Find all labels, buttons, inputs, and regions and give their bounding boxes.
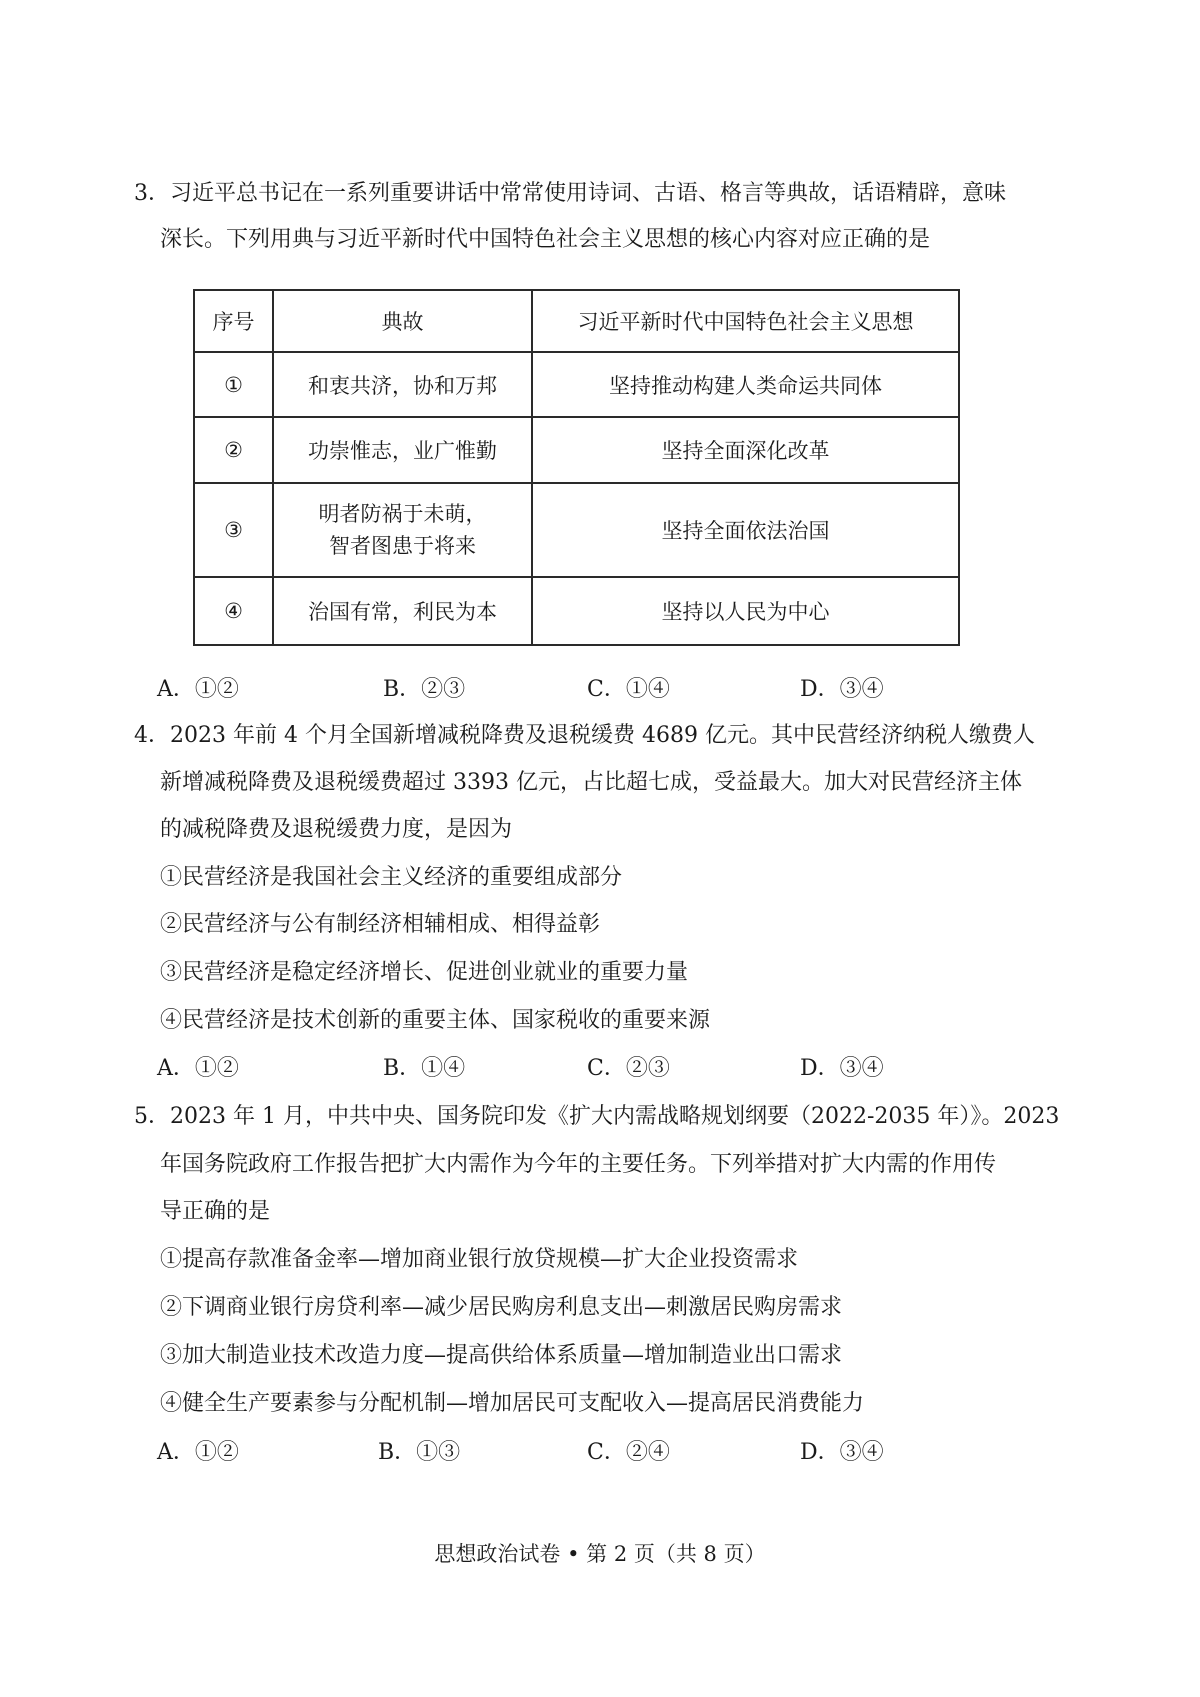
row-no: ③ [194, 483, 273, 577]
row-no: ④ [194, 577, 273, 645]
q4-option-b[interactable]: B．①④ [383, 1056, 466, 1081]
table-row [194, 577, 959, 645]
q5-option-c[interactable]: C．②④ [587, 1440, 670, 1465]
row-allusion [273, 483, 532, 577]
q3-option-b[interactable]: B．②③ [383, 677, 466, 702]
q3-stem-line2: 深长。下列用典与习近平新时代中国特色社会主义思想的核心内容对应正确的是 [160, 227, 931, 252]
table-row [194, 483, 959, 577]
row-thought: 坚持全面依法治国 [532, 483, 959, 577]
row-thought: 坚持以人民为中心 [532, 577, 959, 645]
table-header-row [194, 290, 959, 352]
q4-statement-4: ④民营经济是技术创新的重要主体、国家税收的重要来源 [160, 1008, 711, 1033]
q5-statement-4: ④健全生产要素参与分配机制—增加居民可支配收入—提高居民消费能力 [160, 1391, 865, 1416]
header-thought: 习近平新时代中国特色社会主义思想 [532, 290, 959, 352]
page-footer: 思想政治试卷 • 第 2 页（共 8 页） [434, 1542, 766, 1566]
q3-stem-line1: 3．习近平总书记在一系列重要讲话中常常使用诗词、古语、格言等典故，话语精辟，意味 [134, 181, 1007, 206]
q5-stem-line2: 年国务院政府工作报告把扩大内需作为今年的主要任务。下列举措对扩大内需的作用传 [160, 1152, 997, 1177]
q4-statement-3: ③民营经济是稳定经济增长、促进创业就业的重要力量 [160, 960, 689, 985]
row-no: ② [194, 417, 273, 483]
row-allusion: 功崇惟志，业广惟勤 [273, 417, 532, 483]
header-allusion: 典故 [273, 290, 532, 352]
q4-statement-2: ②民营经济与公有制经济相辅相成、相得益彰 [160, 912, 601, 937]
q5-statement-2: ②下调商业银行房贷利率—减少居民购房利息支出—刺激居民购房需求 [160, 1295, 843, 1320]
q3-allusion-table [193, 289, 960, 646]
q4-option-c[interactable]: C．②③ [587, 1056, 670, 1081]
q5-stem-line3: 导正确的是 [160, 1199, 271, 1224]
q5-stem-line1: 5．2023 年 1 月，中共中央、国务院印发《扩大内需战略规划纲要（2022-2035 年）》。2023 [134, 1104, 1060, 1129]
q5-statement-1: ①提高存款准备金率—增加商业银行放贷规模—扩大企业投资需求 [160, 1247, 799, 1272]
row-thought: 坚持推动构建人类命运共同体 [532, 352, 959, 417]
q3-option-a[interactable]: A．①② [157, 677, 239, 702]
q5-option-b[interactable]: B．①③ [378, 1440, 461, 1465]
row-allusion: 治国有常，利民为本 [273, 577, 532, 645]
q4-option-a[interactable]: A．①② [157, 1056, 239, 1081]
q4-option-d[interactable]: D．③④ [800, 1056, 884, 1081]
header-no: 序号 [194, 290, 273, 352]
q4-statement-1: ①民营经济是我国社会主义经济的重要组成部分 [160, 865, 623, 890]
q4-stem-line2: 新增减税降费及退税缓费超过 3393 亿元，占比超七成，受益最大。加大对民营经济主体 [160, 770, 1022, 795]
q5-option-a[interactable]: A．①② [157, 1440, 239, 1465]
table-row [194, 417, 959, 483]
row-allusion-line1: 明者防祸于未萌， [318, 502, 487, 526]
q4-stem-line1: 4．2023 年前 4 个月全国新增减税降费及退税缓费 4689 亿元。其中民营经济纳税人缴费人 [134, 723, 1035, 748]
table-row [194, 352, 959, 417]
row-allusion: 和衷共济，协和万邦 [273, 352, 532, 417]
q5-option-d[interactable]: D．③④ [800, 1440, 884, 1465]
q3-option-d[interactable]: D．③④ [800, 677, 884, 702]
q4-stem-line3: 的减税降费及退税缓费力度，是因为 [160, 817, 513, 842]
q5-statement-3: ③加大制造业技术改造力度—提高供给体系质量—增加制造业出口需求 [160, 1343, 843, 1368]
q3-option-c[interactable]: C．①④ [587, 677, 670, 702]
row-thought: 坚持全面深化改革 [532, 417, 959, 483]
row-no: ① [194, 352, 273, 417]
row-allusion-line2: 智者图患于将来 [329, 534, 476, 558]
